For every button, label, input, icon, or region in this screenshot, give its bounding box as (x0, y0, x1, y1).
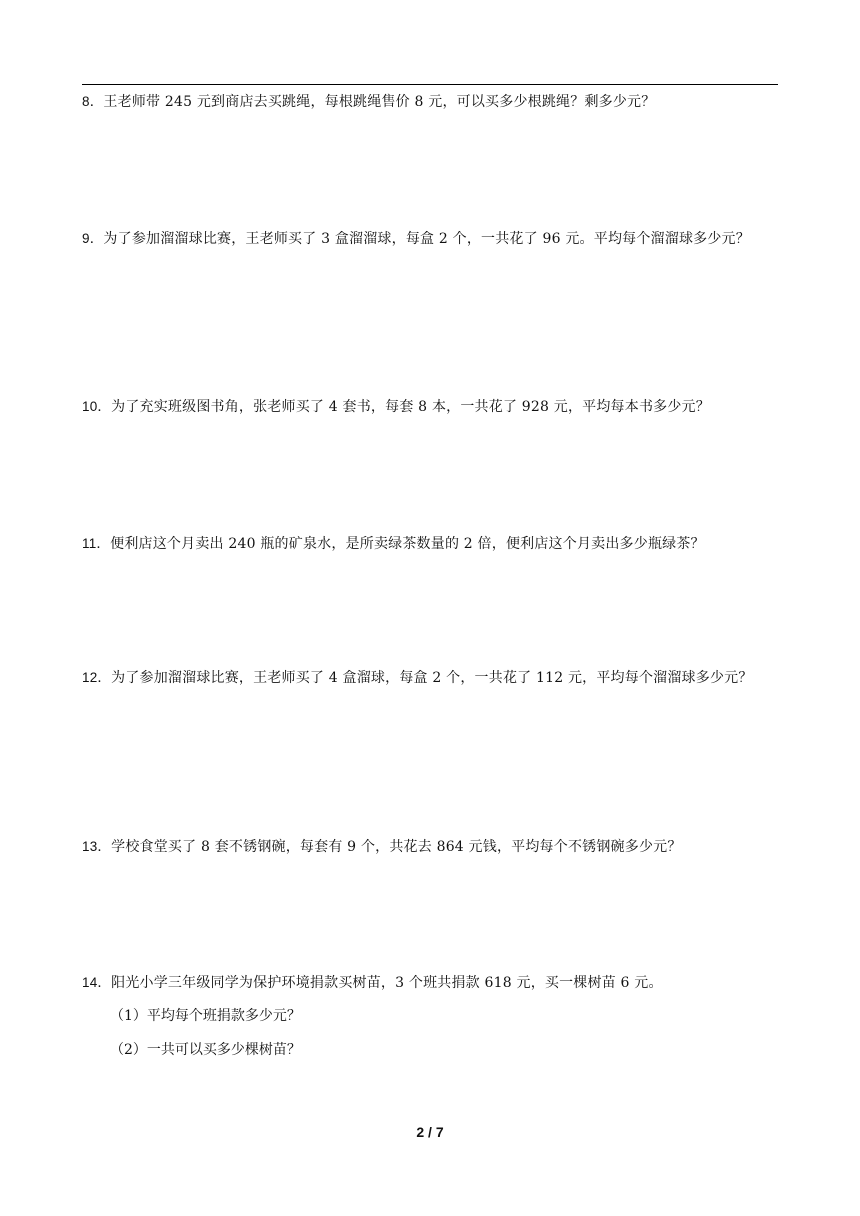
question-text: 王老师带 245 元到商店去买跳绳，每根跳绳售价 8 元，可以买多少根跳绳？剩多少元？ (103, 94, 656, 110)
question-10 (82, 389, 782, 425)
question-14 (82, 965, 782, 1001)
page-number: 2 / 7 (416, 1124, 444, 1140)
question-text: 学校食堂买了 8 套不锈钢碗，每套有 9 个，共花去 864 元钱，平均每个不锈钢碗多少元？ (111, 839, 682, 855)
question-number: 9． (82, 231, 104, 246)
question-number: 12． (82, 670, 112, 685)
question-8 (82, 84, 782, 120)
question-12 (82, 660, 782, 696)
question-text: 为了充实班级图书角，张老师买了 4 套书，每套 8 本，一共花了 928 元，平均每本书多少元？ (111, 399, 710, 415)
question-number: 11． (82, 536, 111, 551)
question-9 (82, 221, 782, 257)
question-number: 8． (82, 94, 104, 109)
question-13 (82, 829, 782, 865)
sub-question-2: （2）一共可以买多少棵树苗？ (110, 1042, 301, 1058)
question-text: 为了参加溜溜球比赛，王老师买了 3 盒溜溜球，每盒 2 个，一共花了 96 元。平均每个溜溜球多少元？ (103, 231, 750, 247)
question-text: 便利店这个月卖出 240 瓶的矿泉水，是所卖绿茶数量的 2 倍，便利店这个月卖出多少瓶绿茶？ (110, 536, 705, 552)
question-11 (82, 526, 782, 562)
question-number: 14． (82, 975, 112, 990)
question-text: 阳光小学三年级同学为保护环境捐款买树苗，3 个班共捐款 618 元，买一棵树苗 6 元。 (111, 975, 663, 991)
question-number: 10． (82, 399, 112, 414)
question-text: 为了参加溜溜球比赛，王老师买了 4 盒溜球，每盒 2 个，一共花了 112 元，平均每个溜溜球多少元？ (111, 670, 753, 686)
question-number: 13． (82, 839, 112, 854)
sub-question-1: （1）平均每个班捐款多少元？ (110, 1008, 301, 1024)
